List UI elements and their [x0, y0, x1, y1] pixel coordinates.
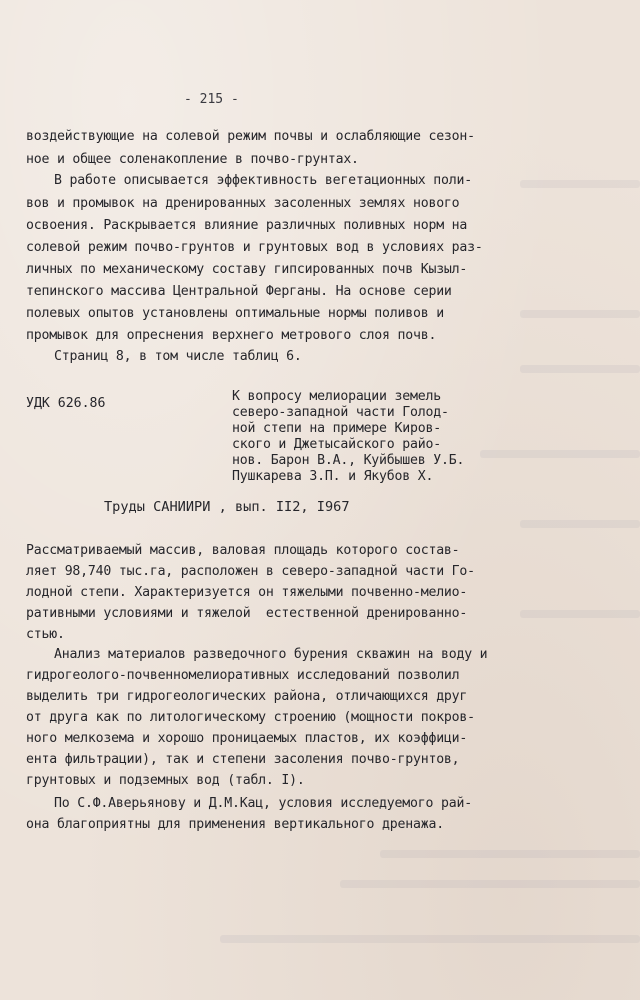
title-line: ского и Джетысайского райо- — [232, 437, 441, 452]
text-line: ляет 98,740 тыс.га, расположен в северо-западной части Го- — [26, 564, 475, 579]
title-line: Пушкарева З.П. и Якубов Х. — [232, 469, 434, 484]
pages-note: Страниц 8, в том числе таблиц 6. — [54, 349, 302, 364]
bleed-through-mark — [520, 180, 640, 188]
text-line: ное и общее соленакопление в почво-грунтах. — [26, 152, 359, 167]
text-line: солевой режим почво-грунтов и грунтовых вод в условиях раз- — [26, 240, 483, 255]
udk-code: УДК 626.86 — [26, 396, 106, 411]
text-line: личных по механическому составу гипсированных почв Кызыл- — [26, 262, 468, 277]
text-line: воздействующие на солевой режим почвы и ослабляющие сезон- — [26, 129, 475, 144]
title-line: ной степи на примере Киров- — [232, 421, 441, 436]
bleed-through-mark — [340, 880, 640, 888]
text-line: она благоприятны для применения вертикального дренажа. — [26, 817, 444, 832]
text-line: стью. — [26, 627, 65, 642]
text-line: Анализ материалов разведочного бурения скважин на воду и — [54, 647, 488, 662]
text-line: По С.Ф.Аверьянову и Д.М.Кац, условия исследуемого рай- — [54, 796, 472, 811]
title-line: К вопросу мелиорации земель — [232, 389, 441, 404]
text-line: выделить три гидрогеологических района, отличающихся друг — [26, 689, 468, 704]
bleed-through-mark — [220, 935, 640, 943]
text-line: В работе описывается эффективность вегетационных поли- — [54, 173, 472, 188]
bleed-through-mark — [380, 850, 640, 858]
text-line: ного мелкозема и хорошо проницаемых пластов, их коэффици- — [26, 731, 468, 746]
page-number: - 215 - — [184, 92, 239, 107]
title-line: нов. Барон В.А., Куйбышев У.Б. — [232, 453, 465, 468]
bleed-through-mark — [520, 310, 640, 318]
text-line: тепинского массива Центральной Ферганы. На основе серии — [26, 284, 452, 299]
text-line: полевых опытов установлены оптимальные нормы поливов и — [26, 306, 444, 321]
text-line: освоения. Раскрывается влияние различных поливных норм на — [26, 218, 468, 233]
text-line: лодной степи. Характеризуется он тяжелыми почвенно-мелио- — [26, 585, 468, 600]
text-line: промывок для опреснения верхнего метрового слоя почв. — [26, 328, 437, 343]
journal-reference: Труды САНИИРИ , вып. II2, I967 — [104, 499, 350, 515]
bleed-through-mark — [520, 520, 640, 528]
text-line: Рассматриваемый массив, валовая площадь которого состав- — [26, 543, 460, 558]
text-line: вов и промывок на дренированных засоленных землях нового — [26, 196, 460, 211]
text-line: грунтовых и подземных вод (табл. I). — [26, 773, 305, 788]
bleed-through-mark — [520, 365, 640, 373]
text-line: от друга как по литологическому строению (мощности покров- — [26, 710, 475, 725]
text-line: гидрогеолого-почвенномелиоративных исследований позволил — [26, 668, 460, 683]
text-line: ративными условиями и тяжелой естественной дренированно- — [26, 606, 468, 621]
bleed-through-mark — [520, 610, 640, 618]
text-line: ента фильтрации), так и степени засоления почво-грунтов, — [26, 752, 460, 767]
bleed-through-mark — [480, 450, 640, 458]
title-line: северо-западной части Голод- — [232, 405, 449, 420]
